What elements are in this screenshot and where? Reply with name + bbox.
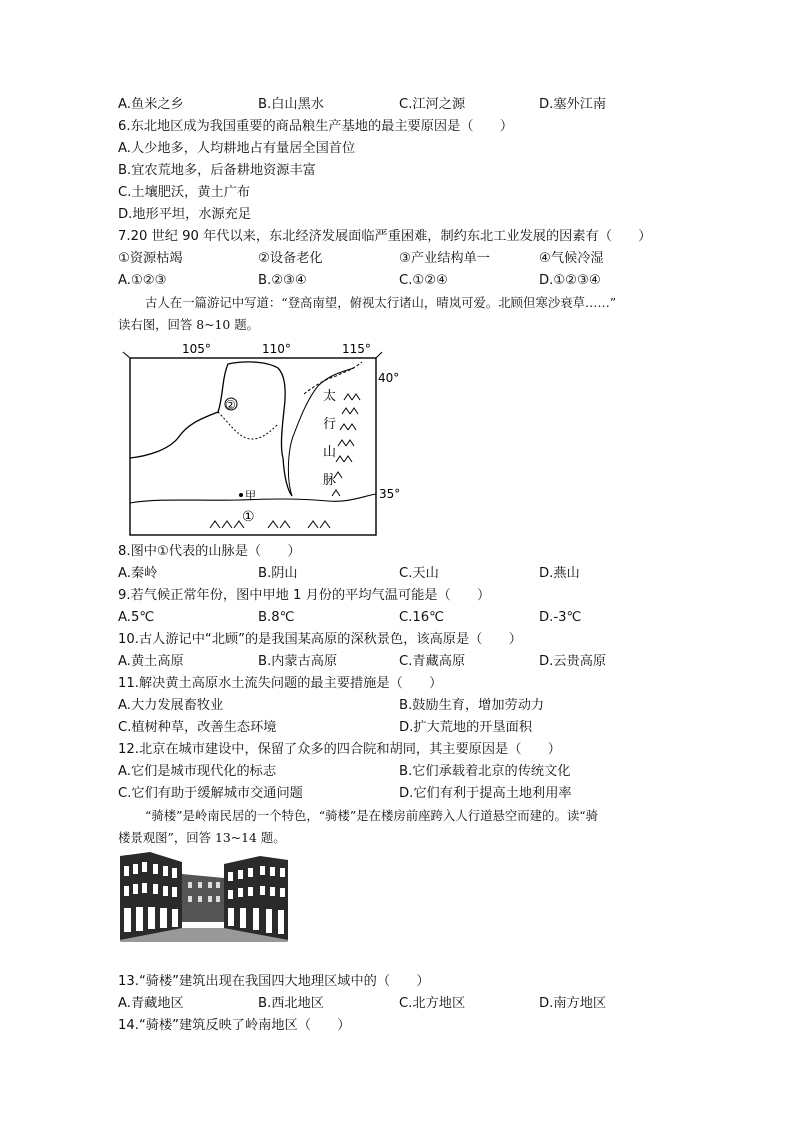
map-lon-110: 110° bbox=[262, 342, 291, 356]
q12-option-d: D.它们有利于提高土地利用率 bbox=[399, 786, 572, 801]
q9-stem: 9.若气候正常年份，图中甲地 1 月份的平均气温可能是（ ） bbox=[118, 588, 491, 603]
q6-option-b: B.宜农荒地多，后备耕地资源丰富 bbox=[118, 163, 316, 178]
q6-stem: 6.东北地区成为我国重要的商品粮生产基地的最主要原因是（ ） bbox=[118, 119, 514, 134]
q12-stem: 12.北京在城市建设中，保留了众多的四合院和胡同，其主要原因是（ ） bbox=[118, 742, 561, 757]
q7-stem: 7.20 世纪 90 年代以来，东北经济发展面临严重困难，制约东北工业发展的因素有（ ） bbox=[118, 229, 652, 244]
map-lat-35: 35° bbox=[379, 487, 401, 501]
region-map bbox=[118, 338, 408, 540]
intro-passage-line1: 古人在一篇游记中写道：“登高南望，俯视太行诸山，晴岚可爱。北顾但寒沙衰草……” bbox=[145, 295, 617, 310]
q12-option-b: B.它们承载着北京的传统文化 bbox=[399, 764, 571, 779]
q7-option-c: C.①②④ bbox=[399, 273, 448, 288]
point-jia-marker bbox=[239, 493, 243, 497]
q10-option-c: C.青藏高原 bbox=[399, 654, 466, 669]
q9-option-d: D.-3℃ bbox=[539, 610, 582, 625]
q6-option-a: A.人少地多，人均耕地占有量居全国首位 bbox=[118, 141, 356, 156]
q11-option-b: B.鼓励生育，增加劳动力 bbox=[399, 698, 545, 713]
intro2-passage-line2: 楼景观图”，回答 13~14 题。 bbox=[118, 830, 286, 845]
q13-stem: 13.“骑楼”建筑出现在我国四大地理区域中的（ ） bbox=[118, 974, 430, 989]
q6-option-c: C.土壤肥沃，黄土广布 bbox=[118, 185, 251, 200]
q9-option-c: C.16℃ bbox=[399, 610, 444, 625]
q5-option-d: D.塞外江南 bbox=[539, 97, 607, 112]
q10-option-b: B.内蒙古高原 bbox=[258, 654, 338, 669]
yellow-river bbox=[130, 362, 292, 496]
map-label-1: ① bbox=[242, 509, 255, 525]
q11-option-a: A.大力发展畜牧业 bbox=[118, 698, 224, 713]
q5-option-b: B.白山黑水 bbox=[258, 97, 324, 112]
map-mountain-char-4: 脉 bbox=[323, 473, 337, 488]
map-mountain-char-2: 行 bbox=[323, 417, 337, 432]
map-mountain-char-1: 太 bbox=[323, 389, 337, 404]
q10-option-d: D.云贵高原 bbox=[539, 654, 607, 669]
q10-stem: 10.古人游记中“北顾”的是我国某高原的深秋景色，该高原是（ ） bbox=[118, 632, 522, 647]
q7-statement-4: ④气候冷湿 bbox=[539, 251, 604, 266]
q7-statement-3: ③产业结构单一 bbox=[399, 251, 490, 266]
q8-option-c: C.天山 bbox=[399, 566, 439, 581]
q11-stem: 11.解决黄土高原水土流失问题的最主要措施是（ ） bbox=[118, 676, 443, 691]
q6-option-d: D.地形平坦，水源充足 bbox=[118, 207, 252, 222]
q8-option-d: D.燕山 bbox=[539, 566, 580, 581]
q8-stem: 8.图中①代表的山脉是（ ） bbox=[118, 544, 301, 559]
q12-option-c: C.它们有助于缓解城市交通问题 bbox=[118, 786, 303, 801]
q7-statement-1: ①资源枯竭 bbox=[118, 251, 183, 266]
map-label-2: ② bbox=[225, 398, 236, 412]
q7-statement-2: ②设备老化 bbox=[258, 251, 323, 266]
q13-option-b: B.西北地区 bbox=[258, 996, 324, 1011]
q5-option-c: C.江河之源 bbox=[399, 97, 466, 112]
q13-option-d: D.南方地区 bbox=[539, 996, 607, 1011]
q12-option-a: A.它们是城市现代化的标志 bbox=[118, 764, 277, 779]
q14-stem: 14.“骑楼”建筑反映了岭南地区（ ） bbox=[118, 1018, 351, 1033]
map-mountain-char-3: 山 bbox=[323, 445, 337, 460]
q13-option-c: C.北方地区 bbox=[399, 996, 466, 1011]
map-lat-40: 40° bbox=[378, 371, 400, 385]
q11-option-c: C.植树种草，改善生态环境 bbox=[118, 720, 277, 735]
q8-option-a: A.秦岭 bbox=[118, 566, 158, 581]
q5-option-a: A.鱼米之乡 bbox=[118, 97, 184, 112]
map-lon-115: 115° bbox=[342, 342, 371, 356]
q7-option-d: D.①②③④ bbox=[539, 273, 601, 288]
q7-option-b: B.②③④ bbox=[258, 273, 307, 288]
intro-passage-line2: 读右图，回答 8~10 题。 bbox=[118, 317, 260, 332]
boundary-line-2 bbox=[288, 368, 354, 496]
q9-option-a: A.5℃ bbox=[118, 610, 155, 625]
q7-option-a: A.①②③ bbox=[118, 273, 167, 288]
q11-option-d: D.扩大荒地的开垦面积 bbox=[399, 720, 533, 735]
boundary-line-1 bbox=[218, 412, 278, 439]
taihang-mountain-symbols bbox=[332, 394, 360, 496]
qinling-mountain-symbols bbox=[210, 521, 330, 528]
intro2-passage-line1: “骑楼”是岭南民居的一个特色，“骑楼”是在楼房前座跨入人行道悬空而建的。读“骑 bbox=[145, 808, 598, 823]
q13-option-a: A.青藏地区 bbox=[118, 996, 184, 1011]
map-lon-105: 105° bbox=[182, 342, 211, 356]
q9-option-b: B.8℃ bbox=[258, 610, 295, 625]
q8-option-b: B.阴山 bbox=[258, 566, 298, 581]
q10-option-a: A.黄土高原 bbox=[118, 654, 184, 669]
map-point-jia: 甲 bbox=[245, 489, 256, 502]
qilou-street-photo bbox=[120, 852, 288, 942]
